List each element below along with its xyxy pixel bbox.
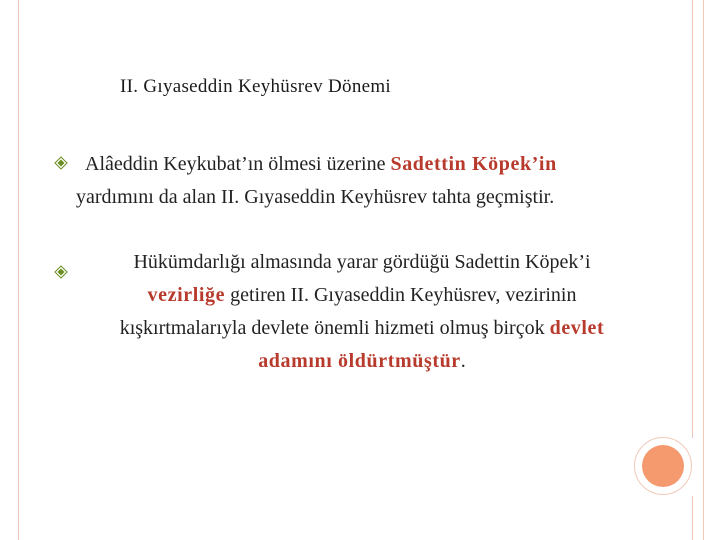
paragraph-2-line-2	[62, 279, 662, 312]
decorative-line-bottom	[692, 496, 693, 540]
paragraph-2-line-4	[62, 345, 662, 378]
highlighted-text: Sadettin Köpek’in	[390, 153, 557, 175]
bullet-paragraph-2	[62, 246, 662, 378]
text-run: Alâeddin Keykubat’ın ölmesi üzerine	[85, 153, 391, 175]
highlighted-text: vezirliğe	[147, 284, 226, 306]
highlighted-text: devlet	[549, 317, 605, 339]
paragraph-2-line-1: Hükümdarlığı almasında yarar gördüğü Sadettin Köpek’i	[133, 251, 591, 273]
paragraph-1-line-2: yardımını da alan II. Gıyaseddin Keyhüsrev tahta geçmiştir.	[76, 186, 555, 208]
paragraph-2-line-3	[62, 312, 662, 345]
decorative-circle-fill	[642, 445, 684, 487]
diamond-bullet-icon	[54, 156, 68, 170]
text-run: getiren II. Gıyaseddin Keyhüsrev, vezirinin	[225, 284, 577, 306]
bullet-paragraph-1	[76, 148, 676, 214]
text-run: .	[460, 350, 466, 372]
slide-title: II. Gıyaseddin Keyhüsrev Dönemi	[120, 76, 392, 97]
text-run: kışkırtmalarıyla devlete önemli hizmeti olmuş birçok	[119, 317, 550, 339]
highlighted-text: adamını öldürtmüştür	[258, 350, 461, 372]
decorative-line-top	[692, 0, 693, 438]
paragraph-1-line-1	[76, 148, 676, 181]
